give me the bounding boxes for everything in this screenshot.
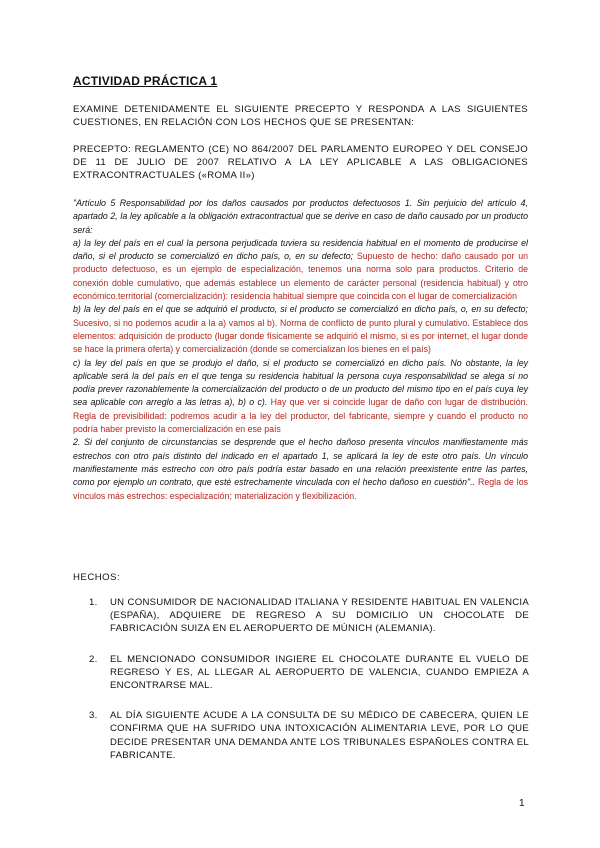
annotation-2: Regla de los vínculos más estrechos: especialización; materialización y flexibilización. (73, 477, 528, 501)
precepto-paragraph: PRECEPTO: REGLAMENTO (CE) NO 864/2007 DEL PARLAMENTO EUROPEO Y DEL CONSEJO DE 11 DE JULIO DE 2007 RELATIVO A LA LEY APLICABLE A LAS OBLIGACIONES EXTRACONTRACTUALES («ROMA II») (73, 144, 528, 182)
page-number: 1 (519, 798, 525, 809)
list-item (89, 596, 529, 636)
list-item-number: 1. (89, 597, 98, 608)
list-item-text: EL MENCIONADO CONSUMIDOR INGIERE EL CHOCOLATE DURANTE EL VUELO DE REGRESO Y ES, AL LLEGAR AL AEROPUERTO DE VALENCIA, CUANDO EMPIEZA A ENCONTRARSE MAL. (110, 653, 529, 692)
list-item-text: AL DÍA SIGUIENTE ACUDE A LA CONSULTA DE SU MÉDICO DE CABECERA, QUIEN LE CONFIRMA QUE HA SUFRIDO UNA INTOXICACIÓN ALIMENTARIA LEVE, POR LO QUE DECIDE PRESENTAR UNA DEMANDA ANTE LOS TRIBUNALES ESPAÑOLES CONTRA EL FABRICANTE. (110, 710, 529, 761)
hechos-list (89, 596, 529, 779)
annotation-b: Sucesivo, si no podemos acudir a la a) vamos al b). Norma de conflicto de punto plural y cumulativo. Establece dos elementos: adquisición de producto (lugar donde físicamente se adquirió el mismo, si es por internet, el lugar donde se hace la primera oferta) y comercialización (donde se comercializan los bienes en el país) (73, 317, 528, 355)
list-item-text: UN CONSUMIDOR DE NACIONALIDAD ITALIANA Y RESIDENTE HABITUAL EN VALENCIA (ESPAÑA), ADQUIERE DE REGRESO A SU DOMICILIO UN CHOCOLATE DE FABRICACIÓN SUIZA EN EL AEROPUERTO DE MÚNICH (ALEMANIA). (110, 597, 529, 635)
article-intro: "Artículo 5 Responsabilidad por los daños causados por productos defectuosos 1. Sin perjuicio del artículo 4, apartado 2, la ley aplicable a la obligación extracontractual que se derive en caso de daño causado por un producto será: (73, 198, 528, 235)
list-item (89, 709, 529, 762)
list-item (89, 653, 529, 693)
article-letter-b: b) la ley del país en el que se adquirió el producto, si el producto se comercializó en dicho país, o, en su defecto; Sucesivo, si no podemos acudir a la a) vamos al b). Norma de conflicto de punto plural y cumulativo. Establece dos elementos: adquisición de producto (lugar donde físicamente se adquirió el mismo, si es por internet, el lugar donde se hace la primera oferta) y comercialización (donde se comercializan los bienes en el país) (73, 304, 528, 355)
annotation-c: Hay que ver si coincide lugar de daño con lugar de distribución. Regla de previsibilidad: podremos acudir a la ley del productor, del fabricante, siempre y cuando el producto no podría haber previsto la comercialización en ese país (73, 397, 528, 435)
article-letter-c: c) la ley del país en que se produjo el daño, si el producto se comercializó en dicho país. No obstante, la ley aplicable será la del país en el que tenga su residencia habitual la persona cuya responsabilidad se alega si no podía prever razonablemente la comercialización del producto o de un producto del mismo tipo en el país cuya ley sea aplicable con arreglo a las letras a), b) o c). Hay que ver si coincide lugar de daño con lugar de distribución. Regla de previsibilidad: podremos acudir a la ley del productor, del fabricante, siempre y cuando el producto no podría haber previsto la comercialización en ese país (73, 357, 528, 435)
page-title: ACTIVIDAD PRÁCTICA 1 (73, 74, 218, 88)
article-letter-a: a) la ley del país en el cual la persona perjudicada tuviera su residencia habitual en el momento de producirse el daño, si el producto se comercializó en dicho país, o, en su defecto; Supuesto de hecho: daño causado por un producto defectuoso, es un ejemplo de especialización, tenemos una norma solo para productos. Criterio de conexión doble cumulativo, que además establece un elemento de carácter personal (residencia habitual) y otro económico.territorial (comercialización): residencia habitual siempre que coincida con el lugar de comercialización (73, 237, 528, 302)
annotation-a: Supuesto de hecho: daño causado por un producto defectuoso, es un ejemplo de especialización, tenemos una norma solo para productos. Criterio de conexión doble cumulativo, que además establece un elemento de carácter personal (residencia habitual) y otro económico.territorial (comercialización): residencia habitual siempre que coincida con el lugar de comercialización (73, 251, 528, 302)
list-item-number: 2. (89, 653, 98, 665)
article-quote (73, 197, 528, 503)
article-paragraph-2: 2. Si del conjunto de circunstancias se desprende que el hecho dañoso presenta vínculos manifiestamente más estrechos con otro país distinto del indicado en el apartado 1, se aplicará la ley de este otro país. Un vínculo manifiestamente más estrecho con otro país podría estar basado en una relación preexistente entre las partes, como por ejemplo un contrato, que esté estrechamente vinculada con el hecho dañoso en cuestión".. Regla de los vínculos más estrechos: especialización; materialización y flexibilización. (73, 437, 528, 501)
hechos-heading: HECHOS: (73, 572, 121, 583)
instructions-paragraph: EXAMINE DETENIDAMENTE EL SIGUIENTE PRECEPTO Y RESPONDA A LAS SIGUIENTES CUESTIONES, EN RELACIÓN CON LOS HECHOS QUE SE PRESENTAN: (73, 104, 528, 129)
list-item-number: 3. (89, 710, 98, 722)
